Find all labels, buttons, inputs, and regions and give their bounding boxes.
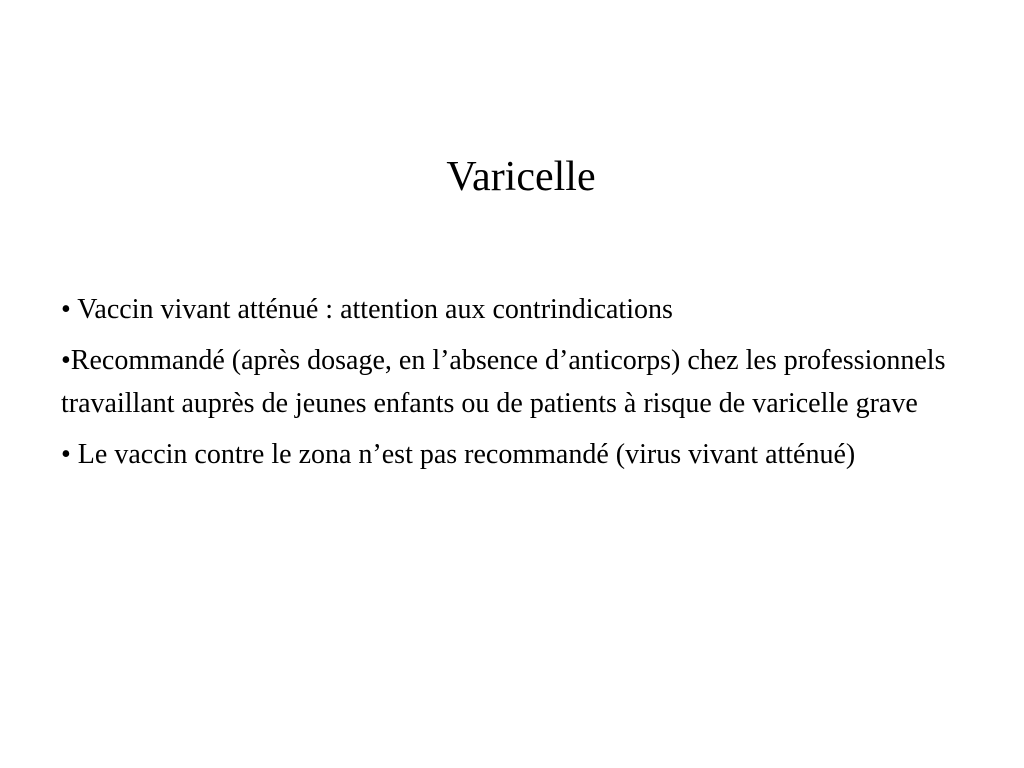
bullet-item: • Le vaccin contre le zona n’est pas recommandé (virus vivant atténué) [61, 439, 856, 470]
bullet-item: • Vaccin vivant atténué : attention aux contrindications [61, 294, 673, 325]
bullet-item: •Recommandé (après dosage, en l’absence d’anticorps) chez les professionnels travaillant auprès de jeunes enfants ou de patients à risque de varicelle grave [61, 345, 946, 419]
slide-body [61, 288, 961, 484]
slide-title: Varicelle [446, 154, 596, 200]
